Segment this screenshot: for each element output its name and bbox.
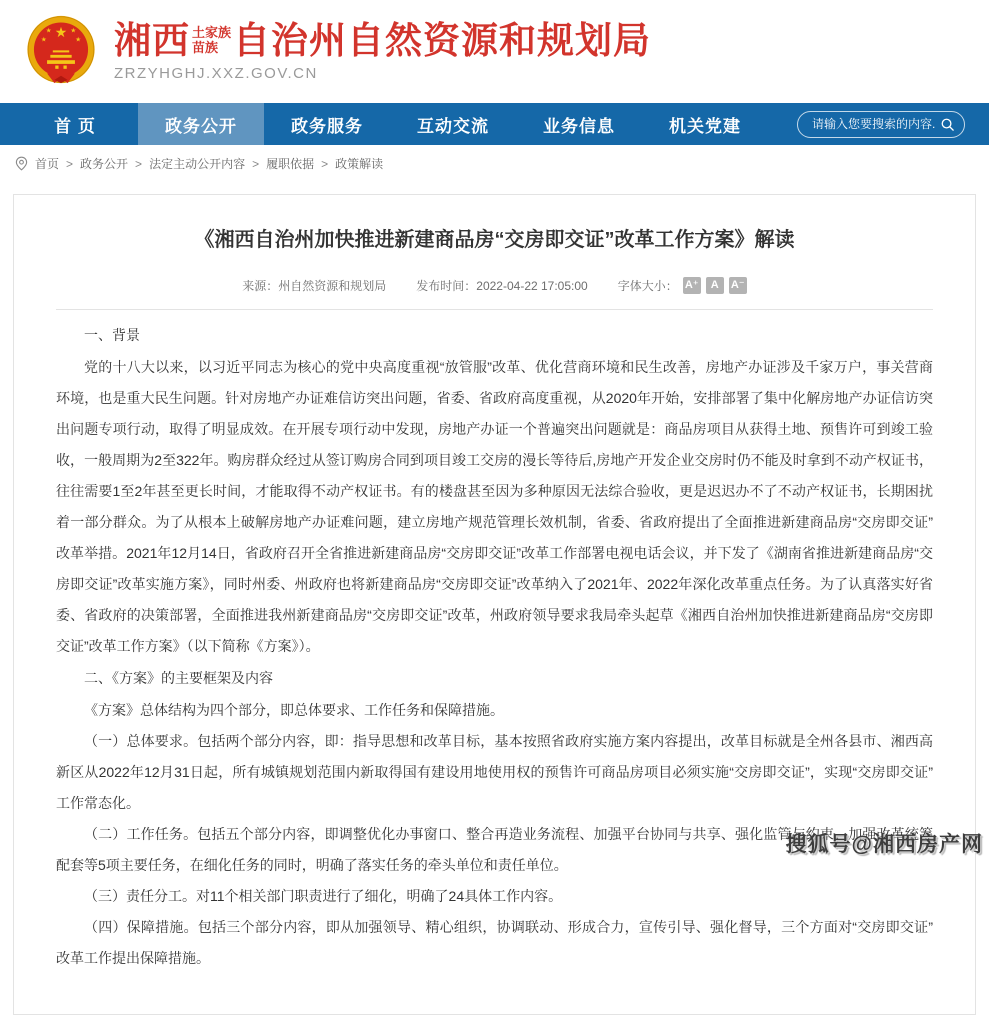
article-paragraph: （一）总体要求。包括两个部分内容，即：指导思想和改革目标，基本按照省政府实施方案内容提出，改革目标就是全州各县市、湘西高新区从2022年12月31日起，所有城镇规划范围内新取得国有建设用地使用权的预售许可商品房项目必须实施“交房即交证”，实现“交房即交证”工作常态化。 bbox=[56, 733, 933, 811]
article-title: 《湘西自治州加快推进新建商品房“交房即交证”改革工作方案》解读 bbox=[194, 229, 795, 251]
nav-item-business-info[interactable]: 业务信息 bbox=[543, 116, 615, 136]
article-source: 来源：州自然资源和规划局 bbox=[242, 279, 387, 293]
nav-item-home[interactable]: 首 页 bbox=[54, 116, 96, 136]
magnifier-icon[interactable] bbox=[940, 117, 955, 132]
article-paragraph: （二）工作任务。包括五个部分内容，即调整优化办事窗口、整合再造业务流程、加强平台协同与共享、强化监管与约束、加强改革统筹配套等5项主要任务，在细化任务的同时，明确了落实任务的牵头单位和责任单位。 bbox=[56, 826, 933, 873]
site-logo-link[interactable] bbox=[20, 11, 102, 93]
svg-text:★: ★ bbox=[75, 36, 82, 44]
article-publish-time: 发布时间：2022-04-22 17:05:00 bbox=[416, 279, 588, 293]
svg-text:★: ★ bbox=[70, 27, 77, 35]
breadcrumb-separator: > bbox=[66, 156, 74, 171]
main-navbar bbox=[0, 103, 989, 145]
search-box[interactable] bbox=[797, 111, 965, 138]
svg-text:★: ★ bbox=[45, 27, 52, 35]
nav-item-interaction[interactable]: 互动交流 bbox=[417, 116, 489, 136]
nav-item-party-building[interactable]: 机关党建 bbox=[669, 116, 741, 136]
breadcrumb-separator: > bbox=[135, 156, 143, 171]
article-paragraph: 《方案》总体结构为四个部分，即总体要求、工作任务和保障措施。 bbox=[84, 702, 504, 718]
breadcrumb-policy-interpretation[interactable]: 政策解读 bbox=[335, 157, 384, 171]
svg-text:★: ★ bbox=[40, 36, 47, 44]
article-container bbox=[13, 194, 976, 1015]
breadcrumb-duty-basis[interactable]: 履职依据 bbox=[266, 157, 315, 171]
article-meta bbox=[56, 277, 933, 294]
font-size-label: 字体大小： bbox=[617, 279, 678, 293]
breadcrumb-separator: > bbox=[252, 156, 260, 171]
nav-item-gov-disclosure[interactable]: 政务公开 bbox=[138, 103, 264, 145]
font-decrease-button[interactable]: A⁻ bbox=[729, 277, 747, 294]
meta-divider bbox=[56, 309, 933, 310]
site-name-suffix: 自治州自然资源和规划局 bbox=[233, 20, 652, 61]
location-pin-icon bbox=[15, 156, 28, 171]
nav-item-gov-services[interactable]: 政务服务 bbox=[291, 116, 363, 136]
article-paragraph: （三）责任分工。对11个相关部门职责进行了细化，明确了24具体工作内容。 bbox=[84, 888, 563, 904]
site-title-block bbox=[114, 22, 651, 82]
section-heading-background: 一、背景 bbox=[84, 327, 140, 343]
breadcrumb bbox=[0, 145, 989, 181]
search-input[interactable] bbox=[810, 116, 940, 132]
section-heading-framework: 二、《方案》的主要框架及内容 bbox=[84, 670, 273, 686]
watermark-souhu-account: 搜狐号@湘西房产网 bbox=[785, 833, 983, 856]
site-domain: ZRZYHGHJ.XXZ.GOV.CN bbox=[114, 65, 318, 82]
site-name-prefix: 湘西 bbox=[114, 20, 190, 61]
article-paragraph: （四）保障措施。包括三个部分内容，即从加强领导、精心组织，协调联动、形成合力，宣传引导、强化督导，三个方面对“交房即交证”改革工作提出保障措施。 bbox=[56, 919, 933, 966]
article-body bbox=[56, 319, 933, 974]
site-name-ethnic-labels: 土家族 苗族 bbox=[192, 24, 232, 55]
svg-text:★: ★ bbox=[54, 24, 68, 41]
site-header bbox=[0, 0, 989, 103]
article-paragraph: 党的十八大以来，以习近平同志为核心的党中央高度重视“放管服”改革、优化营商环境和民生改善，房地产办证涉及千家万户，事关营商环境，也是重大民生问题。针对房地产办证难信访突出问题，省委、省政府高度重视，从2020年开始，安排部署了集中化解房地产办证信访突出问题专项行动，取得了明显成效。在开展专项行动中发现，房地产办证一个普遍突出问题就是：商品房项目从获得土地、预售许可到竣工验收，一般周期为2至322年。购房群众经过从签订购房合同到项目竣工交房的漫长等待后,房地产开发企业交房时仍不能及时拿到不动产权证书，往往需要1至2年甚至更长时间，才能取得不动产权证书。有的楼盘甚至因为多种原因无法综合验收，更是迟迟办不了不动产权证书，长期困扰着一部分群众。为了从根本上破解房地产办证难问题，建立房地产规范管理长效机制，省委、省政府提出了全面推进新建商品房“交房即交证”改革举措。2021年12月14日，省政府召开全省推进新建商品房“交房即交证”改革工作部署电视电话会议，并下发了《湖南省推进新建商品房“交房即交证”改革实施方案》，同时州委、州政府也将新建商品房“交房即交证”改革纳入了2021年、2022年深化改革重点任务。为了认真落实好省委、省政府的决策部署，全面推进我州新建商品房“交房即交证”改革，州政府领导要求我局牵头起草《湘西自治州加快推进新建商品房“交房即交证”改革工作方案》（以下简称《方案》）。 bbox=[56, 359, 933, 654]
font-normal-button[interactable]: A bbox=[706, 277, 724, 294]
font-size-control bbox=[618, 277, 747, 294]
breadcrumb-separator: > bbox=[321, 156, 329, 171]
national-emblem-icon bbox=[20, 11, 102, 93]
breadcrumb-statutory-disclosure[interactable]: 法定主动公开内容 bbox=[149, 157, 246, 171]
font-increase-button[interactable]: A⁺ bbox=[683, 277, 701, 294]
breadcrumb-gov-disclosure[interactable]: 政务公开 bbox=[80, 157, 129, 171]
breadcrumb-home[interactable]: 首页 bbox=[35, 157, 60, 171]
